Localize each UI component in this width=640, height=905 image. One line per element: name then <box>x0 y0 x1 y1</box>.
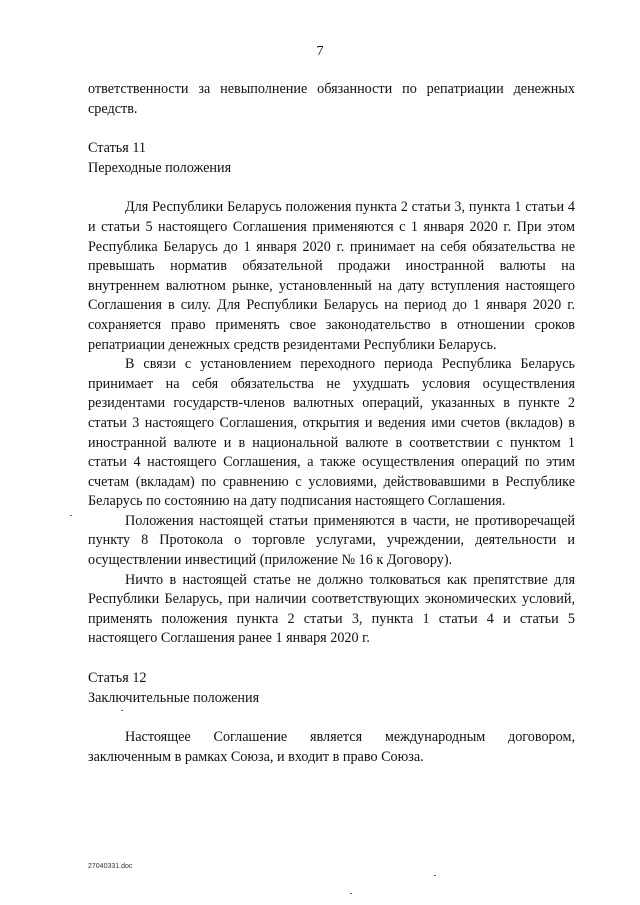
scan-speck <box>70 515 72 516</box>
intro-paragraph: ответственности за невыполнение обязанности по репатриации денежных средств. <box>88 81 575 117</box>
article-12 <box>88 669 575 767</box>
article-11-paragraph-3: Положения настоящей статьи применяются в части, не противоречащей пункту 8 Протокола о торговле услугами, учреждении, деятельности и осуществлении инвестиций (приложение № 16 к Договору). <box>88 512 575 569</box>
article-11-paragraph-1: Для Республики Беларусь положения пункта 2 статьи 3, пункта 1 статьи 4 и статьи 5 настоящего Соглашения применяются с 1 января 2020 г. При этом Республика Беларусь до 1 января 2020 г. принимает на себя обязательства не превышать норматив обязательной продажи иностранной валюты на внутреннем валютном рынке, установленный на дату вступления настоящего Соглашения в силу. Для Республики Беларусь на период до 1 января 2020 г. сохраняется право применять свое законодательство в отношении сроков репатриации денежных средств резидентами Республики Беларусь. <box>88 199 575 353</box>
scan-speck <box>434 875 436 876</box>
article-12-title: Заключительные положения <box>88 689 260 706</box>
scan-speck <box>350 893 352 894</box>
article-12-number: Статья 12 <box>88 670 147 687</box>
article-11-number: Статья 11 <box>88 140 146 157</box>
article-11-title: Переходные положения <box>88 159 232 176</box>
document-body <box>88 80 575 767</box>
article-11 <box>88 139 575 649</box>
article-11-paragraph-2: В связи с установлением переходного периода Республика Беларусь принимает на себя обязательства не ухудшать условия осуществления резидентами государств-членов валютных операций, указанных в пункте 2 статьи 3 настоящего Соглашения, открытия и ведения ими счетов (вкладов) в иностранной валюте и в национальной валюте в соответствии с пунктом 1 статьи 4 настоящего Соглашения, а также осуществления операций по этим счетам (вкладам) по сравнению с условиями, действовавшими в Республике Беларусь по состоянию на дату подписания настоящего Соглашения. <box>88 356 575 510</box>
article-12-paragraph-1: Настоящее Соглашение является международным договором, заключенным в рамках Союза, и входит в право Союза. <box>88 729 575 765</box>
page-number: 7 <box>316 44 324 59</box>
scan-speck <box>121 710 123 711</box>
footer-document-code: 27040331.doc <box>88 863 133 870</box>
article-11-paragraph-4: Ничто в настоящей статье не должно толковаться как препятствие для Республики Беларусь, при наличии соответствующих экономических условий, применять положения пункта 2 статьи 3, пункта 1 статьи 4 и статьи 5 настоящего Соглашения ранее 1 января 2020 г. <box>88 571 575 647</box>
